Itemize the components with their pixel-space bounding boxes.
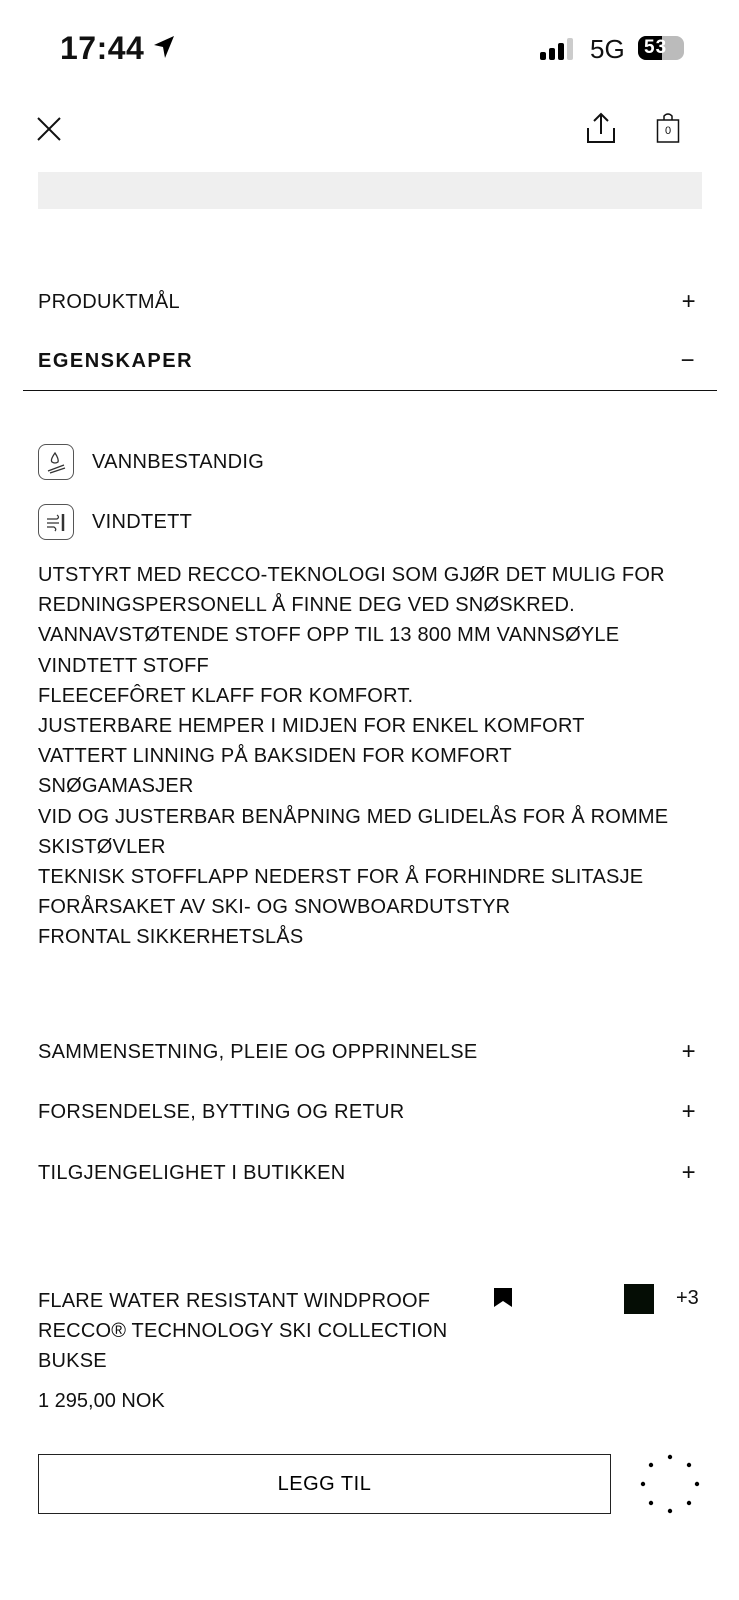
plus-icon: +	[681, 1098, 696, 1125]
network-type: 5G	[590, 34, 625, 64]
accordion-forsendelse[interactable]	[38, 1098, 702, 1126]
accordion-tilgjengelighet[interactable]	[38, 1159, 702, 1187]
accordion-label: SAMMENSETNING, PLEIE OG OPPRINNELSE	[38, 1040, 478, 1063]
add-to-cart-button[interactable]: LEGG TIL	[38, 1454, 611, 1514]
color-swatch[interactable]	[624, 1284, 654, 1314]
description-line: SNØGAMASJER	[38, 775, 194, 798]
description-line: VANNAVSTØTENDE STOFF OPP TIL 13 800 MM VANNSØYLE	[38, 624, 620, 647]
plus-icon: +	[681, 288, 696, 315]
description-line: TEKNISK STOFFLAPP NEDERST FOR Å FORHINDRE SLITASJE FORÅRSAKET AV SKI- OG SNOWBOARDUTSTYR	[38, 866, 644, 919]
accordion-label: TILGJENGELIGHET I BUTIKKEN	[38, 1161, 346, 1184]
product-price: 1 295,00 NOK	[38, 1390, 165, 1412]
description-line: FRONTAL SIKKERHETSLÅS	[38, 926, 304, 949]
description-line: VATTERT LINNING PÅ BAKSIDEN FOR KOMFORT	[38, 745, 512, 768]
feature-windproof	[38, 504, 192, 540]
accordion-egenskaper[interactable]	[38, 347, 702, 375]
minus-icon: −	[680, 347, 696, 374]
feature-water-resistant	[38, 444, 264, 480]
description-line: UTSTYRT MED RECCO-TEKNOLOGI SOM GJØR DET MULIG FOR REDNINGSPERSONELL Å FINNE DEG VED SNØSKRED.	[38, 564, 665, 617]
description-line: JUSTERBARE HEMPER I MIDJEN FOR ENKEL KOMFORT	[38, 715, 585, 738]
plus-icon: +	[681, 1159, 696, 1186]
bookmark-icon[interactable]	[494, 1288, 512, 1308]
feature-label: VANNBESTANDIG	[92, 450, 265, 473]
description-line: VINDTETT STOFF	[38, 654, 209, 677]
battery-icon: 53	[638, 36, 684, 60]
description-line: VID OG JUSTERBAR BENÅPNING MED GLIDELÅS FOR Å ROMME SKISTØVLER	[38, 805, 669, 858]
windproof-icon	[38, 504, 74, 540]
bag-count: 0	[664, 125, 672, 137]
close-icon[interactable]	[36, 116, 62, 142]
status-time: 17:44	[60, 30, 145, 66]
more-colors[interactable]: +3	[676, 1287, 699, 1309]
share-icon[interactable]	[586, 112, 616, 144]
description-line: FLEECEFÔRET KLAFF FOR KOMFORT.	[38, 684, 414, 707]
plus-icon: +	[681, 1038, 696, 1065]
product-name: FLARE WATER RESISTANT WINDPROOF RECCO® TECHNOLOGY SKI COLLECTION BUKSE	[38, 1290, 448, 1372]
accordion-label: PRODUKTMÅL	[38, 290, 180, 313]
water-resistant-icon	[38, 444, 74, 480]
accordion-produktmal[interactable]	[38, 288, 702, 316]
accordion-sammensetning[interactable]	[38, 1038, 702, 1066]
image-placeholder	[38, 172, 702, 209]
location-arrow-icon	[152, 34, 176, 60]
shopping-bag-button[interactable]	[656, 112, 680, 144]
product-description	[38, 560, 718, 953]
accordion-label: EGENSKAPER	[38, 349, 194, 372]
divider	[23, 390, 717, 391]
signal-icon	[540, 38, 573, 60]
loading-spinner-icon	[638, 1452, 702, 1516]
feature-label: VINDTETT	[92, 510, 193, 533]
accordion-label: FORSENDELSE, BYTTING OG RETUR	[38, 1100, 405, 1123]
